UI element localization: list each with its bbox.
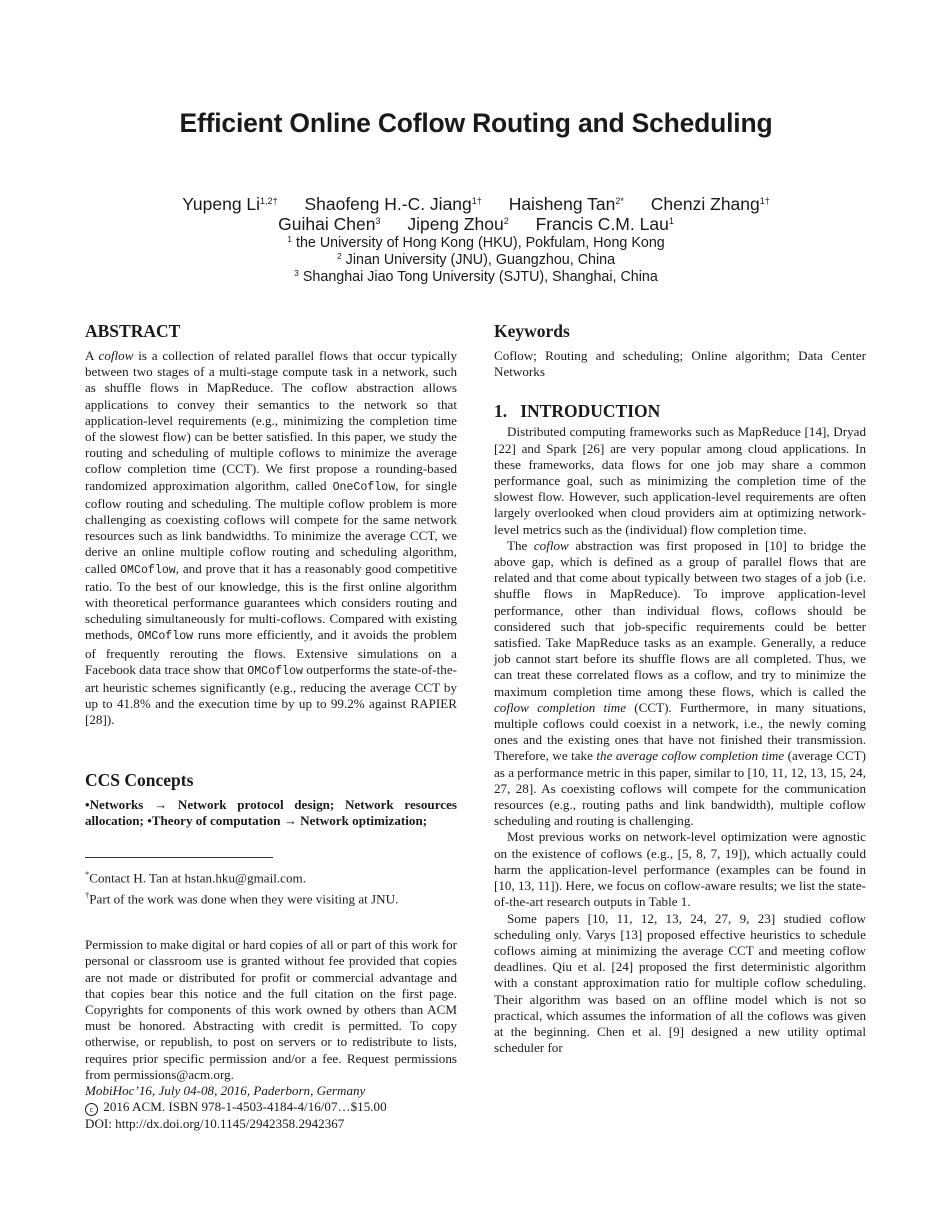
author-row-2 [0, 214, 952, 235]
keywords-text: Coflow; Routing and scheduling; Online algorithm; Data Center Networks [494, 348, 866, 380]
intro-paragraph: Most previous works on network-level optimization were agnostic on the existence of coflows (e.g., [5, 8, 7, 19]), which actually could harm the application-level performance (examples can be found in [10, 13, 11]). Here, we focus on coflow-aware results; we list the state-of-the-art research outputs in Table 1. [494, 829, 866, 910]
footnote: *Contact H. Tan at hstan.hku@gmail.com. [85, 869, 306, 886]
author: Haisheng Tan$^{2*}$ [508, 194, 624, 214]
intro-paragraph: Distributed computing frameworks such as MapReduce [14], Dryad [22] and Spark [26] are very popular among cloud applications. In these frameworks, data flows for one job may share a common performance goal, such as minimizing the completion time of the slowest flow. However, such application-level requirements are often largely overlooked when cloud providers aim at optimizing network-level metrics such as the (individual) flow completion time. [494, 424, 866, 537]
affiliation: $^1$ the University of Hong Kong (HKU), Pokfulam, Hong Kong [287, 234, 665, 251]
conference-info: MobiHoc’16, July 04-08, 2016, Paderborn, Germany [85, 1083, 366, 1099]
author-row-1 [0, 194, 952, 215]
intro-paragraph: Some papers [10, 11, 12, 13, 24, 27, 9, 23] studied coflow scheduling only. Varys [13] proposed effective heuristics to schedule coflows aiming at minimizing the average CCT and meeting coflow deadlines. Qiu et al. [24] proposed the first deterministic algorithm with a constant approximation ratio for multiple coflow scheduling. Their algorithm was based on an offline model which is not so practical, which assumes the information of all the coflows was given at the beginning. Chen et al. [9] designed a new utility optimal scheduler for [494, 910, 866, 1056]
doi-line: DOI: http://dx.doi.org/10.1145/2942358.2942367 [85, 1116, 345, 1132]
author: Francis C.M. Lau$^1$ [535, 214, 674, 234]
copyright-icon: c [85, 1103, 98, 1116]
author: Jipeng Zhou$^2$ [407, 214, 509, 234]
footnote: †Part of the work was done when they were visiting at JNU. [85, 889, 399, 906]
abstract-text: A coflow is a collection of related parallel flows that occur typically between two stages of a multi-stage compute task in a network, such as shuffle flows in MapReduce. The coflow abstraction allows applications to convey their semantics to the network so that application-level requirements (e.g., minimizing the completion time of the slowest flow) can be better satisfied. In this paper, we study the routing and scheduling of multiple coflows to minimize the average coflow completion time (CCT). We first propose a rounding-based randomized approximation algorithm, called OneCoflow, for single coflow routing and scheduling. The multiple coflow problem is more challenging as coexisting coflows will compete for the same network resources such as link bandwidths. To minimize the average CCT, we derive an online multiple coflow routing and scheduling algorithm, called OMCoflow, and prove that it has a reasonably good competitive ratio. To the best of our knowledge, this is the first online algorithm with theoretical performance guarantees which considers routing and scheduling simultaneously for multi-coflows. Compared with existing methods, OMCoflow runs more efficiently, and it avoids the problem of frequently rerouting the flows. Extensive simulations on a Facebook data trace show that OMCoflow outperforms the state-of-the-art heuristic schemes significantly (e.g., reducing the average CCT by up to 41.8% and the execution time by up to 99.2% against RAPIER [28]). [85, 348, 458, 728]
left-column [85, 320, 457, 1132]
paper-title: Efficient Online Coflow Routing and Scheduling [179, 108, 773, 138]
author: Chenzi Zhang$^{1\dagger}$ [650, 194, 770, 214]
keywords-heading: Keywords [494, 321, 570, 341]
copyright-line: c 2016 ACM. ISBN 978-1-4503-4184-4/16/07…$15.00 [85, 1099, 457, 1116]
affiliation: $^2$ Jinan University (JNU), Guangzhou, China [336, 251, 616, 268]
author: Guihai Chen$^3$ [278, 214, 381, 234]
ccs-heading: CCS Concepts [85, 769, 194, 790]
right-column [494, 320, 866, 1056]
author: Shaofeng H.-C. Jiang$^{1\dagger}$ [304, 194, 482, 214]
intro-paragraph: The coflow abstraction was first proposed in [10] to bridge the above gap, which is defined as a group of parallel flows that are related and that come about typically between two stages of a job (i.e. shuffle flows in MapReduce). To improve application-level performance, other than individual flows, coflows should be considered such that job-specific requirements could be better satisfied. Take MapReduce tasks as an example. Generally, a reduce job cannot start before its shuffle flows are all completed. Thus, we can treat these correlated flows as a coflow, and try to minimize the maximum completion time among these flows, which is called the coflow completion time (CCT). Furthermore, in many situations, multiple coflows could coexist in a network, i.e., the newly coming ones and the existing ones that have not finished their transmission. Therefore, we take the average coflow completion time (average CCT) as a performance metric in this paper, similar to [10, 11, 12, 13, 15, 24, 27, 28]. As coexisting coflows will compete for the communication resources (e.g., routing paths and link bandwidth), multiple coflow scheduling and routing is challenging. [494, 537, 866, 829]
footnote-rule [85, 857, 273, 858]
affiliation: $^3$ Shanghai Jiao Tong University (SJTU), Shanghai, China [294, 268, 658, 285]
intro-heading: 1. INTRODUCTION [494, 401, 661, 422]
author: Yupeng $Li^{1,2\dagger}$ [182, 194, 278, 214]
permission-notice: Permission to make digital or hard copies of all or part of this work for personal or classroom use is granted without fee provided that copies are not made or distributed for profit or commercial advantage and that copies bear this notice and the full citation on the first page. Copyrights for components of this work owned by others than ACM must be honored. Abstracting with credit is permitted. To copy otherwise, or republish, to post on servers or to redistribute to lists, requires prior specific permission and/or a fee. Request permissions from permissions@acm.org. [85, 937, 457, 1082]
ccs-text: •Networks → Network protocol design; Network resources allocation; •Theory of computation → Network optimization; [85, 796, 457, 828]
abstract-heading: ABSTRACT [85, 321, 181, 341]
